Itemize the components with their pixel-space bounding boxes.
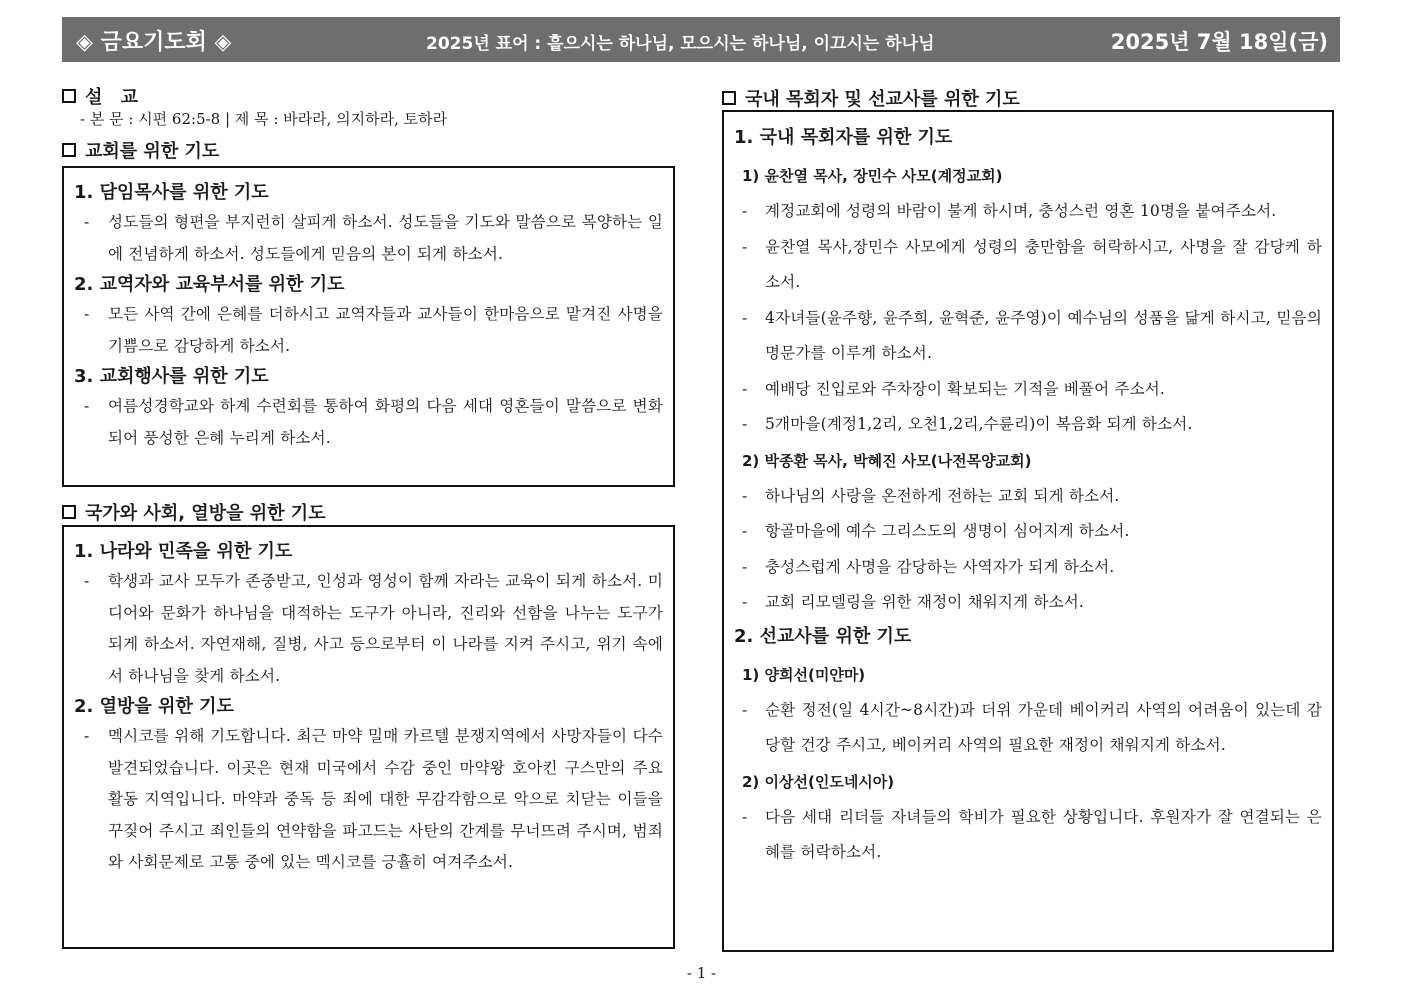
prayer-item-title: 1. 담임목사를 위한 기도 — [74, 182, 269, 203]
prayer-section-title: 1. 국내 목회자를 위한 기도 — [734, 127, 953, 148]
dash-marker: - — [84, 727, 90, 745]
prayer-group-title: 2) 이상선(인도네시아) — [742, 772, 895, 791]
nation-prayer-list — [74, 537, 663, 879]
prayer-bullet — [734, 301, 1322, 372]
sermon-heading: 설 교 — [62, 83, 144, 109]
prayer-text: 4자녀들(윤주향, 윤주희, 윤혁준, 윤주영)이 예수님의 성품을 닮게 하시고, 믿음의 명문가를 이루게 하소서. — [765, 308, 1322, 362]
checkbox-icon — [62, 143, 76, 157]
prayer-bullet — [734, 585, 1322, 621]
church-heading: 교회를 위한 기도 — [62, 137, 219, 163]
dash-marker: - — [742, 807, 748, 826]
prayer-group-title: 2) 박종환 목사, 박혜진 사모(나전목양교회) — [742, 451, 1032, 470]
prayer-item-title: 2. 교역자와 교육부서를 위한 기도 — [74, 274, 345, 295]
prayer-item-title: 1. 나라와 민족을 위한 기도 — [74, 541, 293, 562]
prayer-text: 윤찬열 목사,장민수 사모에게 성령의 충만함을 허락하시고, 사명을 잘 감당케 하소서. — [765, 237, 1322, 291]
prayer-text: 충성스럽게 사명을 감당하는 사역자가 되게 하소서. — [765, 557, 1115, 576]
prayer-bullet — [734, 514, 1322, 550]
prayer-bullet — [734, 194, 1322, 230]
prayer-text: 학생과 교사 모두가 존중받고, 인성과 영성이 함께 자라는 교육이 되게 하소서. 미디어와 문화가 하나님을 대적하는 도구가 아니라, 진리와 선함을 나누는 도구가 되게 하소서. 자연재해, 질병, 사고 등으로부터 이 나라를 지켜 주시고, 위기 속에서 하나님을 찾게 하소서. — [108, 572, 663, 685]
dash-marker: - — [742, 237, 748, 256]
checkbox-icon — [62, 505, 76, 519]
dash-marker: - — [84, 305, 90, 323]
prayer-text: 모든 사역 간에 은혜를 더하시고 교역자들과 교사들이 한마음으로 맡겨진 사명을 기쁨으로 감당하게 하소서. — [108, 305, 663, 355]
dash-marker: - — [742, 486, 748, 505]
prayer-text: 하나님의 사랑을 온전하게 전하는 교회 되게 하소서. — [765, 486, 1120, 505]
prayer-bullet — [734, 800, 1322, 871]
nation-heading: 국가와 사회, 열방을 위한 기도 — [62, 499, 326, 525]
prayer-bullet — [74, 207, 663, 270]
prayer-bullet — [734, 372, 1322, 408]
prayer-item-title: 3. 교회행사를 위한 기도 — [74, 366, 269, 387]
prayer-text: 순환 정전(일 4시간~8시간)과 더위 가운데 베이커리 사역의 어려움이 있는데 감당할 건강 주시고, 베이커리 사역의 필요한 재정이 채워지게 하소서. — [765, 700, 1322, 754]
dash-marker: - — [742, 557, 748, 576]
dash-marker: - — [742, 202, 748, 220]
prayer-text: 계정교회에 성령의 바람이 불게 하시며, 충성스런 영혼 10명을 붙여주소서. — [765, 202, 1277, 220]
prayer-text: 멕시코를 위해 기도합니다. 최근 마약 밀매 카르텔 분쟁지역에서 사망자들이 다수 발견되었습니다. 이곳은 현재 미국에서 수감 중인 마약왕 호아킨 구스만의 주요 활동 지역입니다. 마약과 중독 등 죄에 대한 무감각함으로 악으로 치닫는 이들을 꾸짖어 주시고 죄인들의 연약함을 파고드는 사탄의 간계를 무너뜨려 주시며, 범죄와 사회문제로 고통 중에 있는 멕시코를 긍휼히 여겨주소서. — [108, 727, 663, 871]
prayer-text: 다음 세대 리더들 자녀들의 학비가 필요한 상황입니다. 후원자가 잘 연결되는 은혜를 허락하소서. — [765, 807, 1322, 861]
prayer-text: 여름성경학교와 하계 수련회를 통하여 화평의 다음 세대 영혼들이 말씀으로 변화되어 풍성한 은혜 누리게 하소서. — [108, 397, 663, 447]
missions-prayer-box — [722, 110, 1334, 952]
dash-marker: - — [742, 308, 748, 327]
missions-prayer-list — [734, 122, 1322, 871]
dash-marker: - — [742, 415, 748, 433]
prayer-text: 교회 리모델링을 위한 재정이 채워지게 하소서. — [765, 593, 1085, 611]
prayer-text: 예배당 진입로와 주차장이 확보되는 기적을 베풀어 주소서. — [765, 379, 1166, 398]
dash-marker: - — [84, 213, 90, 231]
prayer-bullet — [734, 693, 1322, 764]
sermon-info: - 본 문 : 시편 62:5-8 | 제 목 : 바라라, 의지하라, 토하라 — [80, 110, 448, 128]
prayer-item-title: 2. 열방을 위한 기도 — [74, 696, 234, 717]
prayer-bullet — [734, 407, 1322, 443]
prayer-bullet — [734, 230, 1322, 301]
dash-marker: - — [742, 593, 748, 611]
prayer-bullet — [74, 566, 663, 692]
year-motto: 2025년 표어 : 흩으시는 하나님, 모으시는 하나님, 이끄시는 하나님 — [426, 34, 935, 54]
dash-marker: - — [84, 572, 90, 590]
nation-prayer-box — [62, 525, 675, 949]
header-bar — [62, 17, 1340, 62]
church-prayer-box — [62, 166, 675, 487]
prayer-group-title: 1) 양희선(미얀마) — [742, 665, 866, 684]
checkbox-icon — [722, 91, 736, 105]
prayer-text: 성도들의 형편을 부지런히 살피게 하소서. 성도들을 기도와 말씀으로 목양하는 일에 전념하게 하소서. 성도들에게 믿음의 본이 되게 하소서. — [108, 213, 663, 263]
missions-heading: 국내 목회자 및 선교사를 위한 기도 — [722, 85, 1020, 111]
page-number: - 1 - — [686, 964, 717, 982]
church-prayer-list — [74, 178, 663, 454]
prayer-text: 항골마을에 예수 그리스도의 생명이 심어지게 하소서. — [765, 522, 1130, 540]
checkbox-icon — [62, 89, 76, 103]
prayer-bullet — [74, 299, 663, 362]
prayer-group-title: 1) 윤찬열 목사, 장민수 사모(계정교회) — [742, 167, 1003, 185]
prayer-bullet — [734, 550, 1322, 586]
dash-marker: - — [742, 522, 748, 540]
prayer-text: 5개마을(계정1,2리, 오천1,2리,수륜리)이 복음화 되게 하소서. — [765, 415, 1193, 433]
prayer-bullet — [74, 391, 663, 454]
dash-marker: - — [742, 379, 748, 398]
service-date: 2025년 7월 18일(금) — [1110, 30, 1328, 54]
prayer-section-title: 2. 선교사를 위한 기도 — [734, 625, 912, 647]
dash-marker: - — [742, 700, 748, 719]
prayer-bullet — [74, 721, 663, 879]
prayer-bullet — [734, 479, 1322, 515]
page-title: ◈ 금요기도회 ◈ — [76, 30, 232, 55]
dash-marker: - — [84, 397, 90, 415]
